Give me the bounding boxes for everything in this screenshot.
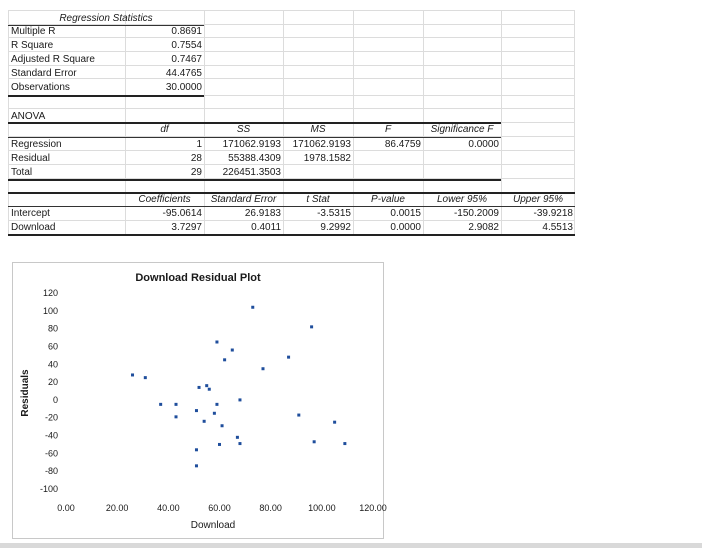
coef-header-upper-95: Upper 95% [512, 194, 564, 205]
residual-point [215, 403, 218, 406]
stat-value: 30.0000 [165, 82, 202, 93]
anova-cell: 226451.3503 [222, 167, 281, 178]
coef-cell: -39.9218 [533, 208, 573, 219]
stat-value: 0.7467 [171, 54, 202, 65]
anova-cell: 28 [190, 153, 202, 164]
residual-point [205, 384, 208, 387]
residual-plot-svg [13, 263, 387, 538]
stat-label: Adjusted R Square [11, 54, 95, 65]
residual-point [236, 436, 239, 439]
residual-point [195, 464, 198, 467]
coef-cell: -95.0614 [162, 208, 202, 219]
residual-point [175, 403, 178, 406]
coef-header-coefficients: Coefficients [138, 194, 191, 205]
stat-value: 44.4765 [165, 68, 202, 79]
rule [8, 137, 501, 138]
coef-header-t-stat: t Stat [306, 194, 330, 205]
grid-line [8, 10, 575, 11]
anova-cell: 29 [190, 167, 202, 178]
residual-point [195, 409, 198, 412]
y-tick-label: -80 [44, 466, 58, 477]
x-tick-label: 120.00 [359, 503, 387, 513]
coef-row-label: Download [11, 222, 56, 233]
x-tick-label: 40.00 [157, 503, 180, 513]
coef-header-standard-error: Standard Error [210, 194, 277, 205]
residual-point [218, 443, 221, 446]
anova-cell: 171062.9193 [222, 139, 281, 150]
residual-point [203, 420, 206, 423]
x-tick-label: 80.00 [259, 503, 282, 513]
y-tick-label: 0 [52, 394, 58, 405]
y-axis-label: Residuals [20, 369, 31, 417]
grid-line [8, 51, 575, 52]
coef-cell: 4.5513 [542, 222, 573, 233]
rule [8, 234, 575, 236]
residual-point [297, 414, 300, 417]
y-tick-label: 100 [42, 305, 58, 316]
x-tick-label: 100.00 [308, 503, 336, 513]
residual-point [223, 358, 226, 361]
residual-plot-chart [12, 262, 387, 539]
residual-point [159, 403, 162, 406]
coef-row-label: Intercept [11, 208, 50, 219]
chart-title: Download Residual Plot [135, 272, 261, 284]
coef-cell: 3.7297 [171, 222, 202, 233]
x-tick-label: 60.00 [208, 503, 231, 513]
x-tick-label: 20.00 [105, 503, 129, 513]
rule [8, 95, 204, 97]
anova-cell: 55388.4309 [228, 153, 281, 164]
stat-label: Multiple R [11, 26, 56, 37]
y-tick-label: -60 [44, 448, 58, 459]
residual-point [213, 412, 216, 415]
stat-label: Standard Error [11, 68, 77, 79]
y-tick-label: -20 [44, 412, 58, 423]
grid-line [8, 108, 575, 109]
anova-row-label: Total [11, 167, 33, 178]
residual-point [261, 367, 264, 370]
grid-line [8, 78, 575, 79]
residual-point [208, 388, 211, 391]
residual-point [333, 421, 336, 424]
x-axis-label: Download [190, 520, 236, 531]
y-tick-label: 80 [47, 323, 58, 334]
y-tick-label: 60 [47, 341, 58, 352]
residual-point [144, 376, 147, 379]
coef-header-lower-95: Lower 95% [436, 194, 488, 205]
coef-cell: -3.5315 [317, 208, 351, 219]
anova-header-df: df [160, 124, 169, 135]
residual-point [198, 386, 201, 389]
anova-cell: 1978.1582 [303, 153, 351, 164]
x-tick-label: 0.00 [57, 503, 75, 513]
anova-header-significance-f: Significance F [430, 124, 494, 135]
anova-header-ms: MS [310, 124, 326, 135]
rule [8, 179, 501, 181]
regression-statistics-title: Regression Statistics [59, 13, 153, 24]
y-tick-label: 20 [47, 377, 58, 388]
y-tick-label: -100 [39, 484, 58, 494]
stat-value: 0.7554 [171, 40, 202, 51]
anova-header-ss: SS [236, 124, 251, 135]
residual-point [131, 373, 134, 376]
anova-cell: 171062.9193 [292, 139, 351, 150]
coef-header-p-value: P-value [371, 194, 405, 205]
stat-label: R Square [11, 40, 54, 51]
anova-cell: 0.0000 [468, 139, 499, 150]
coef-cell: 2.9082 [468, 222, 499, 233]
anova-header-f: F [384, 124, 392, 135]
grid-line [8, 37, 575, 38]
residual-point [175, 415, 178, 418]
coef-cell: 9.2992 [320, 222, 351, 233]
residual-point [215, 341, 218, 344]
coef-cell: 0.0000 [390, 222, 421, 233]
anova-title: ANOVA [11, 111, 46, 122]
coef-cell: 0.4011 [251, 222, 281, 233]
y-tick-label: -40 [44, 430, 58, 441]
coef-cell: 0.0015 [390, 208, 421, 219]
regression-output-sheet [8, 10, 575, 238]
residual-point [231, 349, 234, 352]
anova-cell: 86.4759 [384, 139, 421, 150]
residual-point [343, 442, 346, 445]
stat-value: 0.8691 [171, 26, 202, 37]
coef-cell: -150.2009 [453, 208, 499, 219]
grid-line [8, 220, 575, 221]
residual-point [287, 356, 290, 359]
rule [8, 206, 575, 207]
residual-point [238, 442, 241, 445]
residual-point [238, 398, 241, 401]
coef-cell: 26.9183 [244, 208, 281, 219]
y-tick-label: 120 [42, 288, 58, 298]
window-bottom-edge [0, 543, 702, 548]
residual-point [195, 448, 198, 451]
residual-point [251, 306, 254, 309]
anova-row-label: Regression [11, 139, 62, 150]
anova-row-label: Residual [11, 153, 50, 164]
anova-cell: 1 [196, 139, 202, 150]
stat-label: Observations [11, 82, 70, 93]
y-tick-label: 40 [47, 359, 58, 370]
residual-point [313, 440, 316, 443]
residual-point [310, 325, 313, 328]
residual-point [221, 424, 224, 427]
